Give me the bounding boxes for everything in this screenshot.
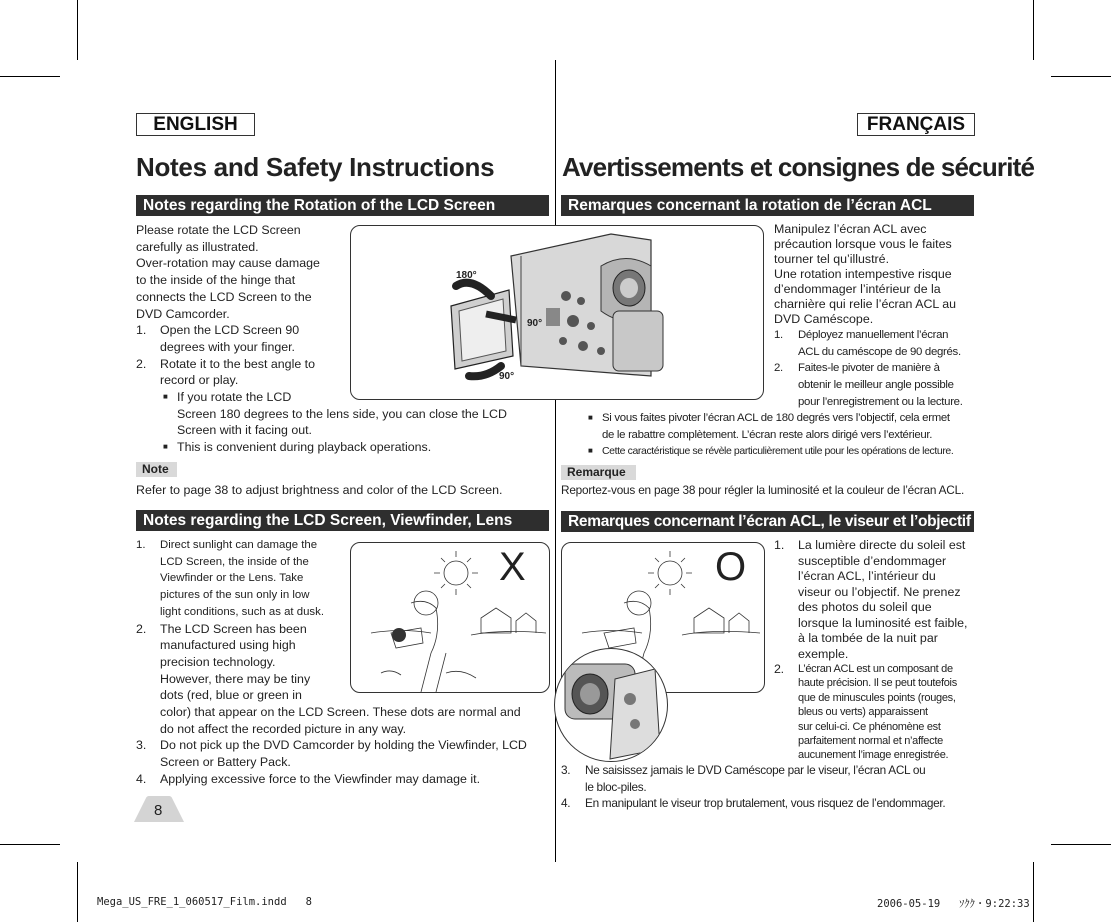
list-item	[136, 771, 556, 788]
crop-mark	[77, 862, 78, 922]
rotation-90-bottom-label: 90°	[499, 371, 515, 382]
fr-lcd-list-a	[774, 538, 979, 763]
text-line: connects the LCD Screen to the	[136, 289, 312, 304]
page-title-french: Avertissements et consignes de sécurité	[562, 152, 1035, 182]
section-bar-lcd-fr: Remarques concernant l’écran ACL, le viseur et l’objectif	[561, 511, 974, 532]
viewfinder-drawing	[555, 649, 667, 761]
text-line: record or play.	[160, 373, 239, 388]
viewfinder-closeup-illustration	[554, 648, 668, 762]
rotation-180-label: 180°	[456, 270, 477, 281]
text-line: charnière qui relie l’écran ACL au	[774, 297, 957, 311]
list-number: 1.	[774, 538, 785, 552]
list-number: 4.	[561, 796, 571, 811]
crop-mark	[1051, 76, 1111, 77]
text-line: Une rotation intempestive risque	[774, 267, 952, 281]
fr-rotation-steps	[774, 327, 979, 411]
page-number: 8	[154, 802, 163, 819]
fr-rotation-intro	[774, 222, 979, 327]
text-line: sur celui-ci. Ce phénomène est	[798, 720, 941, 733]
section-bar-lcd-en: Notes regarding the LCD Screen, Viewfinder, Lens	[136, 510, 549, 531]
list-number: 2.	[136, 356, 147, 371]
section-bar-rotation-fr: Remarques concernant la rotation de l’écran ACL	[561, 195, 974, 216]
text-line: dots (red, blue or green in	[160, 688, 302, 703]
text-line: des photos du soleil que	[798, 600, 932, 614]
wrong-mark: X	[499, 545, 526, 589]
text-line: lorsque la luminosité est faible,	[798, 615, 968, 630]
lang-tag-french: FRANÇAIS	[857, 113, 975, 136]
list-item	[136, 356, 346, 389]
bullet-icon: ■	[588, 413, 593, 422]
rotation-90-right-label: 90°	[527, 318, 543, 329]
camcorder-drawing	[351, 226, 763, 399]
sun-shooting-wrong-illustration	[350, 542, 550, 693]
text-line: Screen or Battery Pack.	[160, 755, 291, 770]
text-line: ACL du caméscope de 90 degrés.	[798, 345, 961, 358]
bullet-item	[584, 410, 979, 443]
text-line: DVD Caméscope.	[774, 312, 874, 326]
text-line: précaution lorsque vous le faites	[774, 237, 952, 251]
bullet-icon: ■	[163, 392, 168, 401]
text-line: The LCD Screen has been	[160, 621, 307, 636]
text-line: DVD Camcorder.	[136, 306, 230, 321]
fr-rotation-bullets	[584, 410, 979, 460]
crop-mark	[1051, 844, 1111, 845]
text-line: carefully as illustrated.	[136, 239, 259, 254]
list-number: 3.	[136, 738, 147, 753]
text-line: If you rotate the LCD	[177, 390, 292, 404]
text-line: color) that appear on the LCD Screen. These dots are normal and	[160, 705, 521, 720]
text-line: Déployez manuellement l’écran	[798, 329, 949, 341]
list-item	[561, 795, 981, 812]
list-item	[774, 662, 979, 763]
footer-file-name: Mega_US_FRE_1_060517_Film.indd 8	[97, 896, 312, 908]
en-rotation-intro	[136, 222, 346, 389]
note-text-en: Refer to page 38 to adjust brightness and color of the LCD Screen.	[136, 483, 503, 497]
text-line: Faites-le pivoter de manière à	[798, 362, 940, 375]
crop-mark	[1033, 0, 1034, 60]
text-line: à la tombée de la nuit par	[798, 631, 938, 645]
note-text-fr: Reportez-vous en page 38 pour régler la luminosité et la couleur de l’écran ACL.	[561, 483, 965, 497]
text-line: Please rotate the LCD Screen	[136, 223, 301, 237]
text-line: to the inside of the hinge that	[136, 273, 296, 288]
text-line: Over-rotation may cause damage	[136, 256, 320, 271]
text-line: However, there may be tiny	[160, 671, 311, 686]
bullet-icon: ■	[163, 442, 168, 452]
text-line: haute précision. Il se peut toutefois	[798, 677, 957, 690]
text-line: bleus ou verts) apparaissent	[798, 706, 928, 719]
list-number: 3.	[561, 763, 571, 777]
text-line: exemple.	[798, 646, 849, 661]
text-line: parfaitement normal et n’affecte	[798, 735, 943, 748]
list-number: 2.	[774, 662, 784, 676]
list-item	[561, 762, 981, 795]
text-line: La lumière directe du soleil est	[798, 538, 966, 552]
text-line: le bloc-piles.	[585, 779, 647, 794]
text-line: precision technology.	[160, 654, 276, 669]
list-item	[774, 360, 979, 410]
list-number: 1.	[136, 323, 147, 338]
text-line: Manipulez l’écran ACL avec	[774, 222, 927, 236]
list-item	[136, 737, 556, 770]
text-line: do not affect the recorded picture in any way.	[160, 721, 407, 736]
section-bar-rotation-en: Notes regarding the Rotation of the LCD Screen	[136, 195, 549, 216]
lang-tag-english: ENGLISH	[136, 113, 255, 136]
text-line: Cette caractéristique se révèle particulièrement utile pour les opérations de lecture.	[602, 445, 954, 458]
text-line: Screen with it facing out.	[177, 423, 312, 438]
text-line: degrees with your finger.	[160, 339, 295, 354]
list-item	[774, 538, 979, 662]
text-line: LCD Screen, the inside of the	[160, 555, 309, 568]
text-line: manufactured using high	[160, 638, 296, 653]
text-line: Do not pick up the DVD Camcorder by holding the Viewfinder, LCD	[160, 738, 527, 753]
list-number: 1.	[136, 539, 146, 551]
list-number: 1.	[774, 329, 783, 341]
text-line: aucunement l’image enregistrée.	[798, 749, 949, 762]
bullet-item	[159, 439, 554, 456]
text-line: Applying excessive force to the Viewfinder may damage it.	[160, 771, 481, 786]
text-line: de le rabattre complètement. L’écran reste alors dirigé vers l’extérieur.	[602, 428, 933, 441]
text-line: L’écran ACL est un composant de	[798, 663, 953, 675]
crop-mark	[77, 0, 78, 60]
crop-mark	[0, 76, 60, 77]
text-line: Si vous faites pivoter l’écran ACL de 180 degrés vers l’objectif, cela ermet	[602, 412, 950, 424]
text-line: pour l’enregistrement ou la lecture.	[798, 395, 963, 408]
text-line: Viewfinder or the Lens. Take	[160, 572, 304, 585]
text-line: Screen 180 degrees to the lens side, you can close the LCD	[177, 406, 507, 421]
footer-date: 2006-05-19 ｿｸｸ・9:22:33	[877, 898, 1030, 910]
camcorder-rotation-illustration	[350, 225, 764, 400]
fr-lcd-list-b	[561, 762, 981, 812]
text-line: viseur ou l’objectif. Ne prenez	[798, 584, 961, 599]
text-line: This is convenient during playback operations.	[177, 440, 432, 455]
text-line: obtenir le meilleur angle possible	[798, 379, 954, 392]
text-line: Ne saisissez jamais le DVD Caméscope par le viseur, l’écran ACL ou	[585, 763, 926, 777]
text-line: En manipulant le viseur trop brutalement, vous risquez de l’endommager.	[585, 796, 946, 811]
list-number: 4.	[136, 771, 147, 786]
page-number-tab	[134, 796, 184, 822]
page-title-english: Notes and Safety Instructions	[136, 152, 495, 182]
note-label-fr: Remarque	[561, 465, 636, 480]
bullet-item	[584, 443, 979, 460]
text-line: l’écran ACL, l’intérieur du	[798, 569, 936, 583]
text-line: tourner tel qu’illustré.	[774, 252, 890, 266]
note-label-en: Note	[136, 462, 177, 477]
text-line: susceptible d’endommager	[798, 553, 947, 568]
text-line: Rotate it to the best angle to	[160, 356, 315, 371]
crop-mark	[0, 844, 60, 845]
bullet-icon: ■	[588, 446, 593, 456]
text-line: d’endommager l’intérieur de la	[774, 282, 941, 296]
text-line: pictures of the sun only in low	[160, 589, 310, 602]
right-mark: O	[715, 545, 747, 589]
text-line: light conditions, such as at dusk.	[160, 605, 324, 618]
list-item	[774, 327, 979, 360]
list-number: 2.	[136, 621, 147, 636]
crop-mark	[1033, 862, 1034, 922]
list-item	[136, 322, 346, 355]
text-line: Direct sunlight can damage the	[160, 539, 318, 551]
text-line: Open the LCD Screen 90	[160, 323, 300, 338]
text-line: que de minuscules points (rouges,	[798, 691, 956, 704]
list-number: 2.	[774, 362, 783, 375]
